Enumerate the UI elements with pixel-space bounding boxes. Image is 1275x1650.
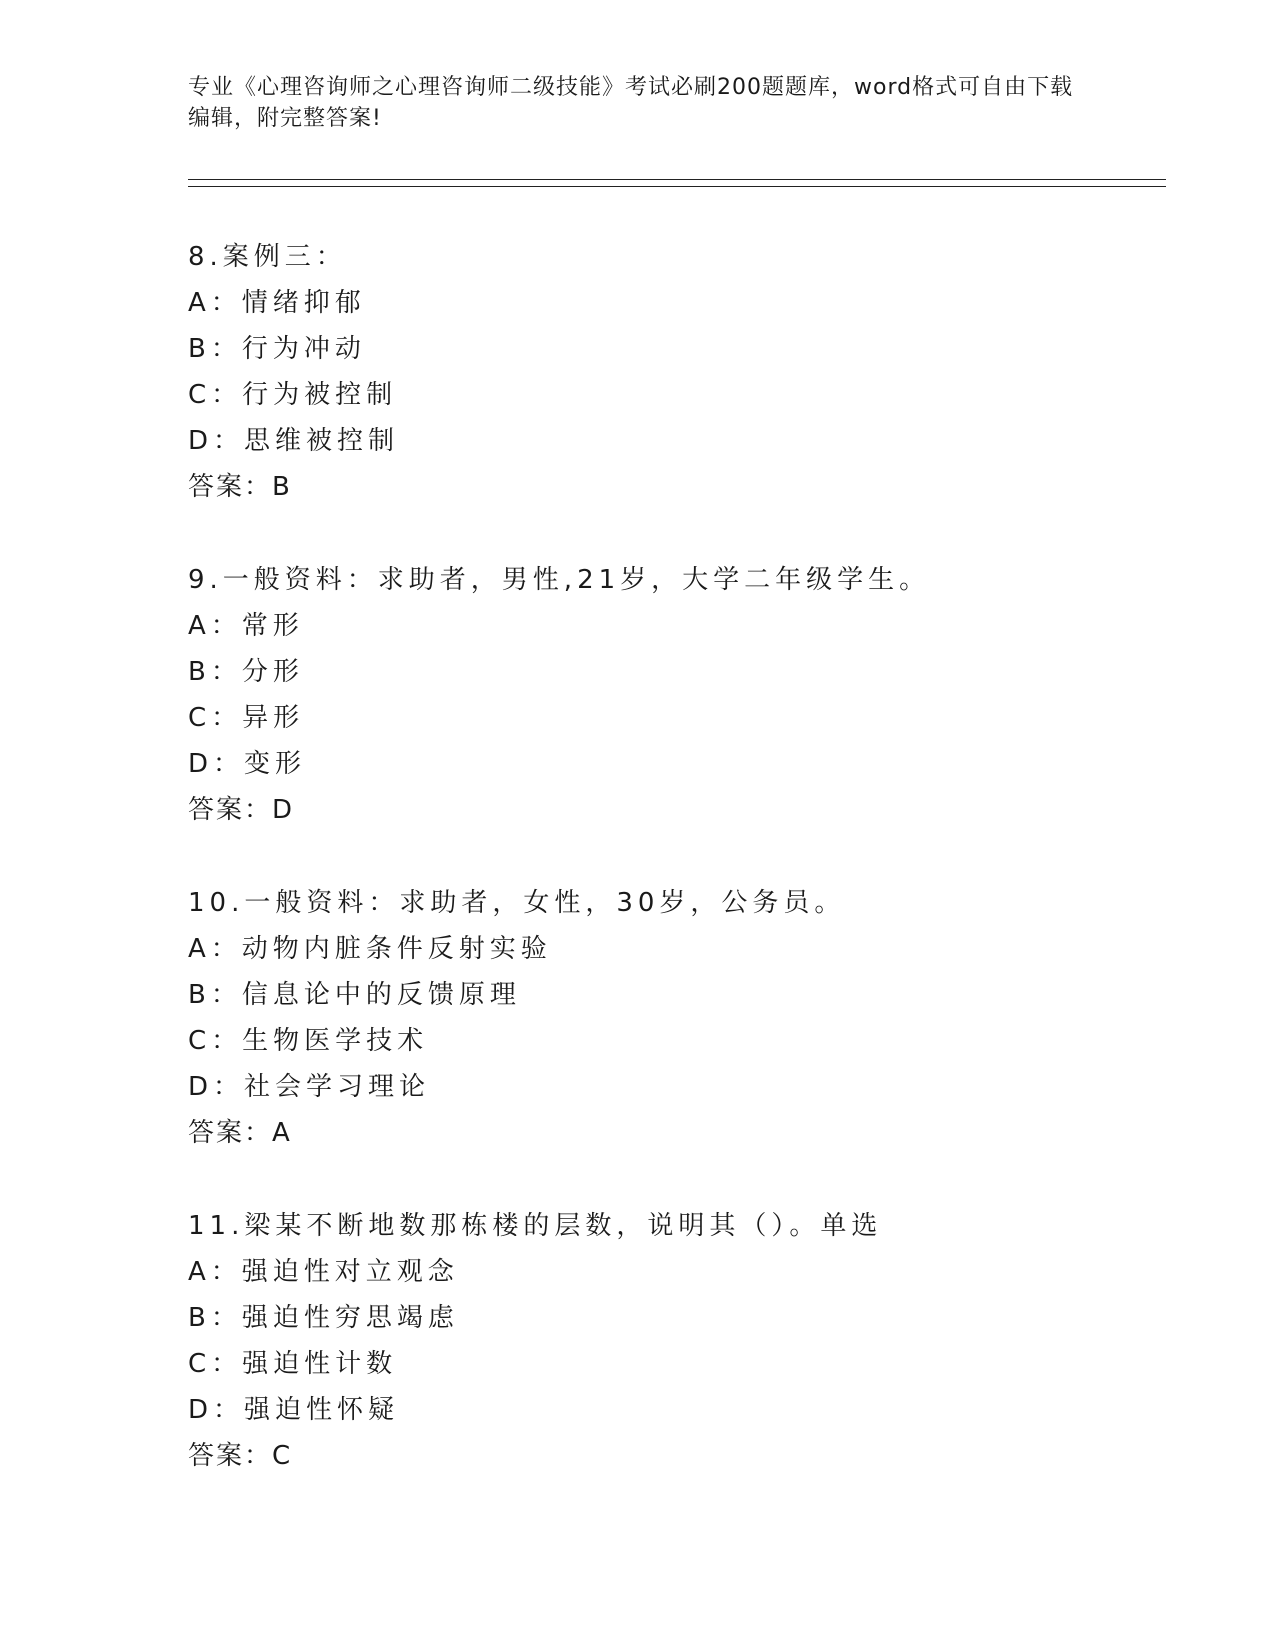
question-stem: 8.案例三： <box>188 242 347 272</box>
option-b: B：强迫性穷思竭虑 <box>188 1303 459 1333</box>
question-9 <box>188 557 1148 833</box>
option-a: A：动物内脏条件反射实验 <box>188 934 552 964</box>
option-c: C：行为被控制 <box>188 380 398 410</box>
option-a: A：常形 <box>188 611 304 641</box>
option-d: D：变形 <box>188 749 307 779</box>
answer: 答案：B <box>188 472 292 502</box>
answer: 答案：A <box>188 1118 292 1148</box>
option-d: D：强迫性怀疑 <box>188 1395 400 1425</box>
option-c: C：强迫性计数 <box>188 1349 398 1379</box>
answer: 答案：D <box>188 795 295 825</box>
option-c: C：异形 <box>188 703 305 733</box>
question-stem: 10.一般资料：求助者，女性，30岁，公务员。 <box>188 888 846 918</box>
answer: 答案：C <box>188 1441 293 1471</box>
question-list <box>188 234 1148 1526</box>
option-d: D：思维被控制 <box>188 426 400 456</box>
option-b: B：信息论中的反馈原理 <box>188 980 521 1010</box>
header-double-rule <box>188 179 1166 187</box>
option-b: B：分形 <box>188 657 304 687</box>
question-10 <box>188 880 1148 1156</box>
option-c: C：生物医学技术 <box>188 1026 429 1056</box>
document-header: 专业《心理咨询师之心理咨询师二级技能》考试必刷200题题库，word格式可自由下载编辑，附完整答案! <box>188 75 1074 131</box>
option-a: A：强迫性对立观念 <box>188 1257 459 1287</box>
question-stem: 9.一般资料：求助者，男性,21岁，大学二年级学生。 <box>188 565 931 595</box>
option-b: B：行为冲动 <box>188 334 366 364</box>
question-8 <box>188 234 1148 510</box>
option-a: A：情绪抑郁 <box>188 288 366 318</box>
question-stem: 11.梁某不断地数那栋楼的层数，说明其（）。单选 <box>188 1211 883 1241</box>
question-11 <box>188 1203 1148 1479</box>
option-d: D：社会学习理论 <box>188 1072 431 1102</box>
